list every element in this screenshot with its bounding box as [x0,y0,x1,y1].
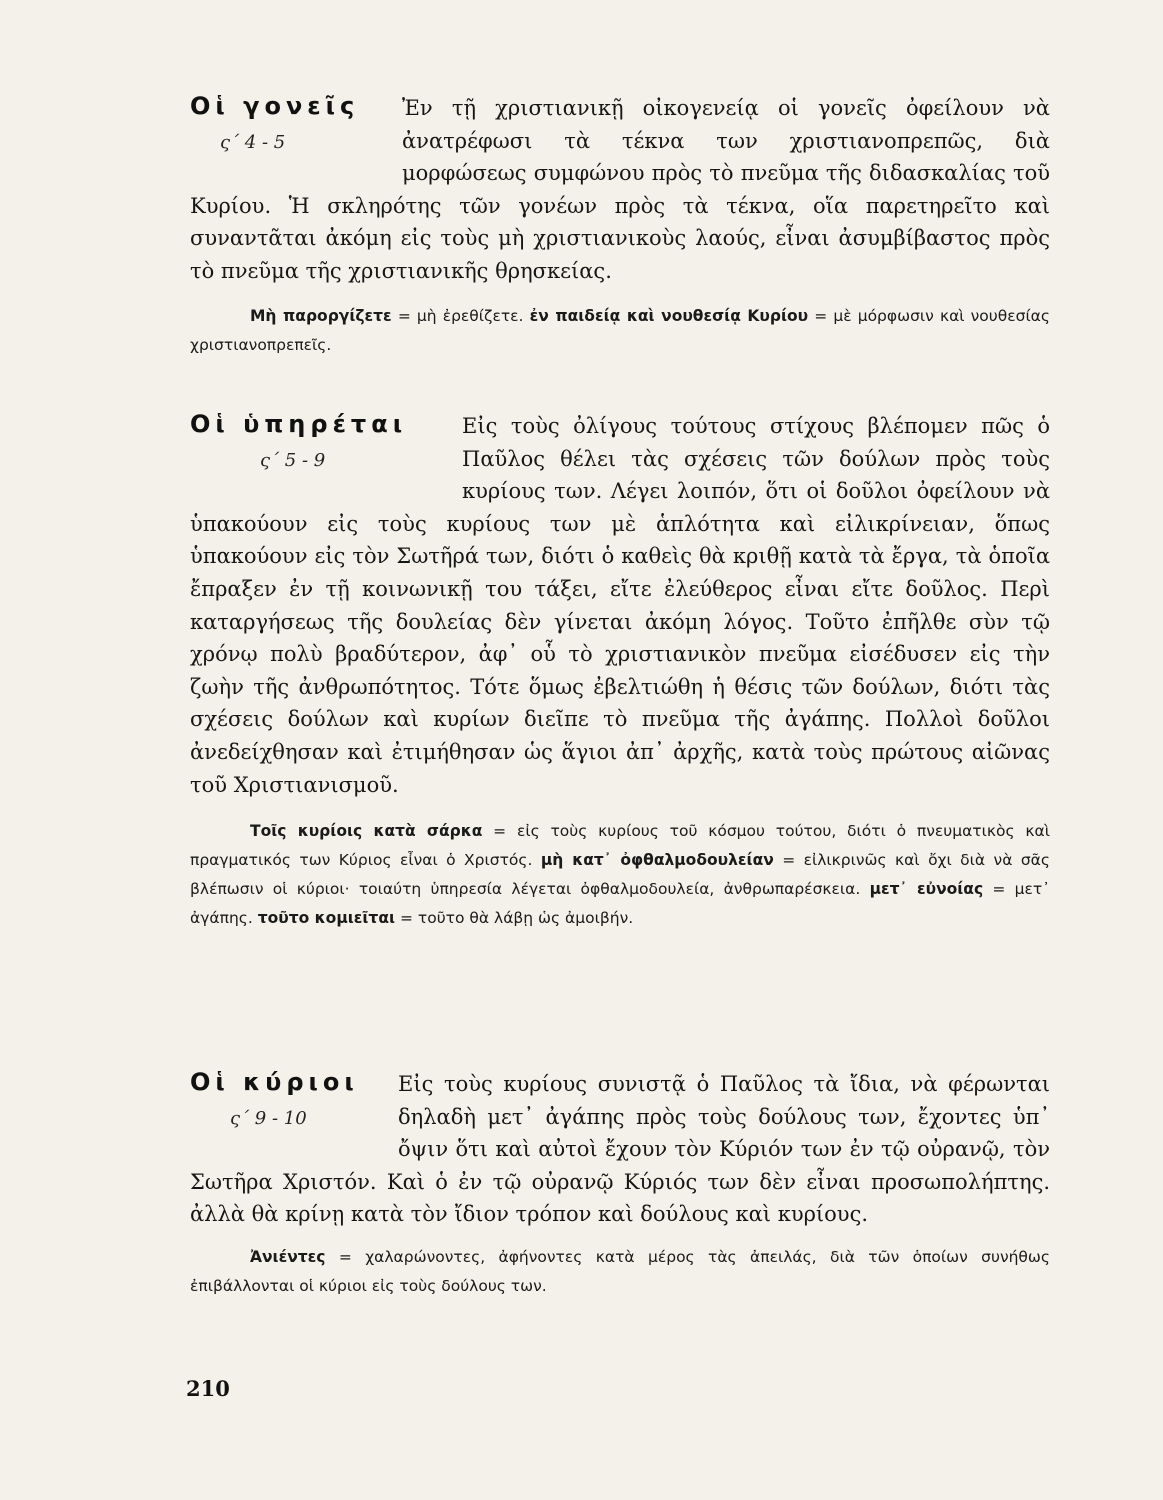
section-heading: Οἱ γονεῖς [190,92,360,120]
body-text: Εἰς τοὺς κυρίους συνιστᾷ ὁ Παῦλος τὰ ἴδια, νὰ φέρωνται δηλαδὴ μετ᾽ ἀγάπης πρὸς τοὺς δούλους των, ἔχοντες ὑπ᾽ ὄψιν ὅτι καὶ αὐτοὶ ἔχουν τὸν Κύριόν των ἐν τῷ οὐρανῷ, τὸν Σωτῆρα Χριστόν. Καὶ ὁ ἐν τῷ οὐρανῷ Κύριός των δὲν εἶναι προσωπολήπτης. ἀλλὰ θὰ κρίνῃ κατὰ τὸν ἴδιον τρόπον καὶ δούλους καὶ κυρίους. [190,1072,1050,1227]
section-sidebar [190,1068,390,1129]
glossary-term: ἐν παιδείᾳ καὶ νουθεσίᾳ Κυρίου [529,306,809,325]
glossary-definition: = μὲ μόρφωσιν καὶ νουθεσίας χριστιανοπρεπεῖς. [190,306,1050,354]
glossary-term: Τοῖς κυρίοις κατὰ σάρκα [250,822,483,841]
section-heading: Οἱ κύριοι [190,1068,359,1096]
scripture-reference: ς΄ 9 - 10 [230,1108,307,1129]
glossary-definition: = χαλαρώνοντες, ἀφήνοντες κατὰ μέρος τὰς ἀπειλάς, διὰ τῶν ὁποίων συνήθως ἐπιβάλλονται οἱ κύριοι εἰς τοὺς δούλους των. [190,1247,1050,1295]
glossary-term: Μὴ παροργίζετε [250,306,392,325]
glossary-term: τοῦτο κομιεῖται [257,909,396,928]
page-number: 210 [186,1376,230,1401]
scripture-reference: ς΄ 4 - 5 [220,132,286,153]
body-text: Ἐν τῇ χριστιανικῇ οἰκογενείᾳ οἱ γονεῖς ὀφείλουν νὰ ἀνατρέφωσι τὰ τέκνα των χριστιανοπρεπῶς, διὰ μορφώσεως συμφώνου πρὸς τὸ πνεῦμα τῆς διδασκαλίας τοῦ Κυρίου. Ἡ σκληρότης τῶν γονέων πρὸς τὰ τέκνα, οἵα παρετηρεῖτο καὶ συναντᾶται ἀκόμη εἰς τοὺς μὴ χριστιανικοὺς λαούς, εἶναι ἀσυμβίβαστος πρὸς τὸ πνεῦμα τῆς χριστιανικῆς θρησκείας. [190,96,1050,283]
section-masters [190,1068,1050,1368]
section-sidebar [190,92,390,153]
glossary-note [190,302,1050,360]
glossary-term: μὴ κατ᾽ ὀφθαλμοδουλείαν [540,851,774,870]
glossary-note [190,1243,1050,1301]
section-parents [190,92,1050,382]
section-heading: Οἱ ὑπηρέται [190,410,408,438]
section-sidebar [190,410,408,471]
glossary-definition: = τοῦτο θὰ λάβῃ ὡς ἀμοιβήν. [395,909,634,928]
glossary-note [190,817,1050,933]
section-servants [190,410,1050,1030]
glossary-term: μετ᾽ εὐνοίας [869,880,984,899]
glossary-definition: = εἰλικρινῶς καὶ ὄχι διὰ νὰ σᾶς βλέπωσιν οἱ κύριοι· τοιαύτη ὑπηρεσία λέγεται ὀφθαλμοδουλεία, ἀνθρωπαρέσκεια. [190,851,1050,899]
scripture-reference: ς΄ 5 - 9 [260,450,326,471]
glossary-definition: = μὴ ἐρεθίζετε. [391,306,530,325]
glossary-definition: = μετ᾽ ἀγάπης. [190,880,1050,928]
glossary-definition: = εἰς τοὺς κυρίους τοῦ κόσμου τούτου, διότι ὁ πνευματικὸς καὶ πραγματικός των Κύριος εἶναι ὁ Χριστός. [190,822,1050,870]
glossary-term: Ἀνιέντες [250,1247,326,1266]
body-text: Εἰς τοὺς ὀλίγους τούτους στίχους βλέπομεν πῶς ὁ Παῦλος θέλει τὰς σχέσεις τῶν δούλων πρὸς τοὺς κυρίους των. Λέγει λοιπόν, ὅτι οἱ δοῦλοι ὀφείλουν νὰ ὑπακούουν εἰς τοὺς κυρίους των μὲ ἁπλότητα καὶ εἰλικρίνειαν, ὅπως ὑπακούουν εἰς τὸν Σωτῆρά των, διότι ὁ καθεὶς θὰ κριθῇ κατὰ τὰ ἔργα, τὰ ὁποῖα ἔπραξεν ἐν τῇ κοινωνικῇ του τάξει, εἴτε ἐλεύθερος εἶναι εἴτε δοῦλος. Περὶ καταργήσεως τῆς δουλείας δὲν γίνεται ἀκόμη λόγος. Τοῦτο ἐπῆλθε σὺν τῷ χρόνῳ πολὺ βραδύτερον, ἀφ᾽ οὗ τὸ χριστιανικὸν πνεῦμα εἰσέδυσεν εἰς τὴν ζωὴν τῆς ἀνθρωπότητος. Τότε ὅμως ἐβελτιώθη ἡ θέσις τῶν δούλων, διότι τὰς σχέσεις δούλων καὶ κυρίων διεῖπε τὸ πνεῦμα τῆς ἀγάπης. Πολλοὶ δοῦλοι ἀνεδείχθησαν καὶ ἐτιμήθησαν ὡς ἅγιοι ἀπ᾽ ἀρχῆς, κατὰ τοὺς πρώτους αἰῶνας τοῦ Χριστιανισμοῦ. [190,414,1050,797]
